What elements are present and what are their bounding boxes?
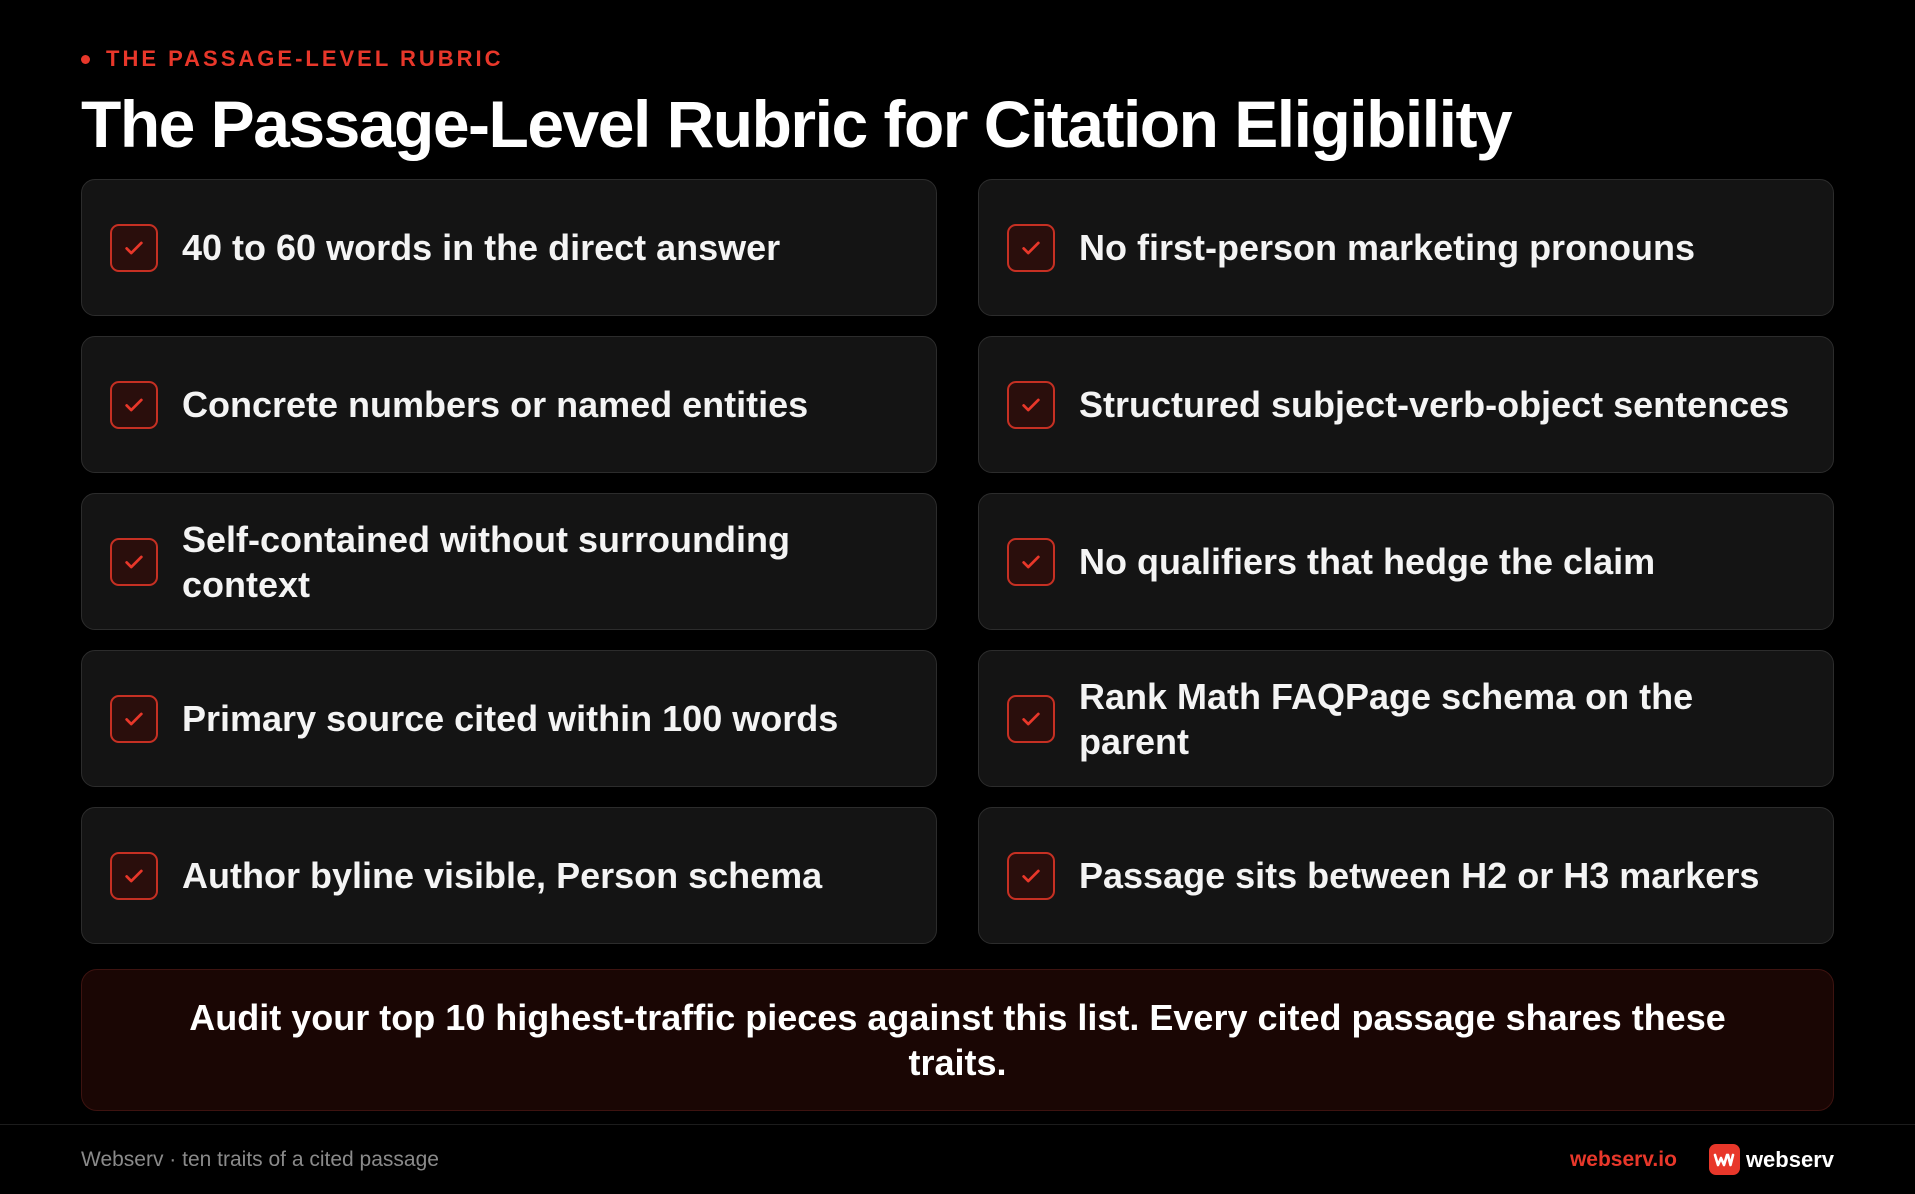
rubric-item-label: Rank Math FAQPage schema on the parent [1079,675,1694,762]
rubric-item [81,807,937,944]
rubric-item [978,336,1834,473]
footer-url-link[interactable]: webserv.io [1569,1147,1677,1171]
checkmark-icon [1007,695,1055,743]
rubric-item [978,179,1834,316]
rubric-item [81,179,937,316]
footer [0,1124,1915,1194]
checkmark-icon [110,538,158,586]
rubric-item-label: No qualifiers that hedge the claim [1079,541,1656,582]
checkmark-icon [1007,538,1055,586]
checkmark-icon [110,852,158,900]
brand-name: webserv [1745,1146,1834,1172]
webserv-logo-icon [1709,1144,1740,1175]
rubric-item-label: Self-contained without surrounding context [182,518,790,605]
rubric-item-label: No first-person marketing pronouns [1079,227,1696,268]
rubric-item-label: Author byline visible, Person schema [182,855,823,896]
checkmark-icon [110,381,158,429]
brand[interactable] [1709,1144,1834,1175]
checkmark-icon [1007,224,1055,272]
rubric-grid [81,179,1834,944]
rubric-item [81,493,937,630]
rubric-item-label: Structured subject-verb-object sentences [1079,384,1790,425]
checkmark-icon [1007,381,1055,429]
rubric-item [81,650,937,787]
rubric-item-label: 40 to 60 words in the direct answer [182,227,781,268]
callout-text: Audit your top 10 highest-traffic pieces against this list. Every cited passage shares these traits. [189,997,1726,1083]
rubric-item [978,650,1834,787]
checkmark-icon [1007,852,1055,900]
rubric-item-label: Concrete numbers or named entities [182,384,809,425]
eyebrow-label: THE PASSAGE-LEVEL RUBRIC [106,46,504,71]
checkmark-icon [110,695,158,743]
rubric-item [978,807,1834,944]
footer-caption: Webserv · ten traits of a cited passage [81,1147,439,1171]
eyebrow [81,46,504,72]
rubric-item [978,493,1834,630]
callout-box [81,969,1834,1111]
checkmark-icon [110,224,158,272]
footer-right [1570,1144,1834,1175]
page-title: The Passage-Level Rubric for Citation Eligibility [81,87,1512,161]
rubric-item [81,336,937,473]
rubric-item-label: Primary source cited within 100 words [182,698,839,739]
dot-icon [81,55,90,64]
rubric-item-label: Passage sits between H2 or H3 markers [1079,855,1760,896]
